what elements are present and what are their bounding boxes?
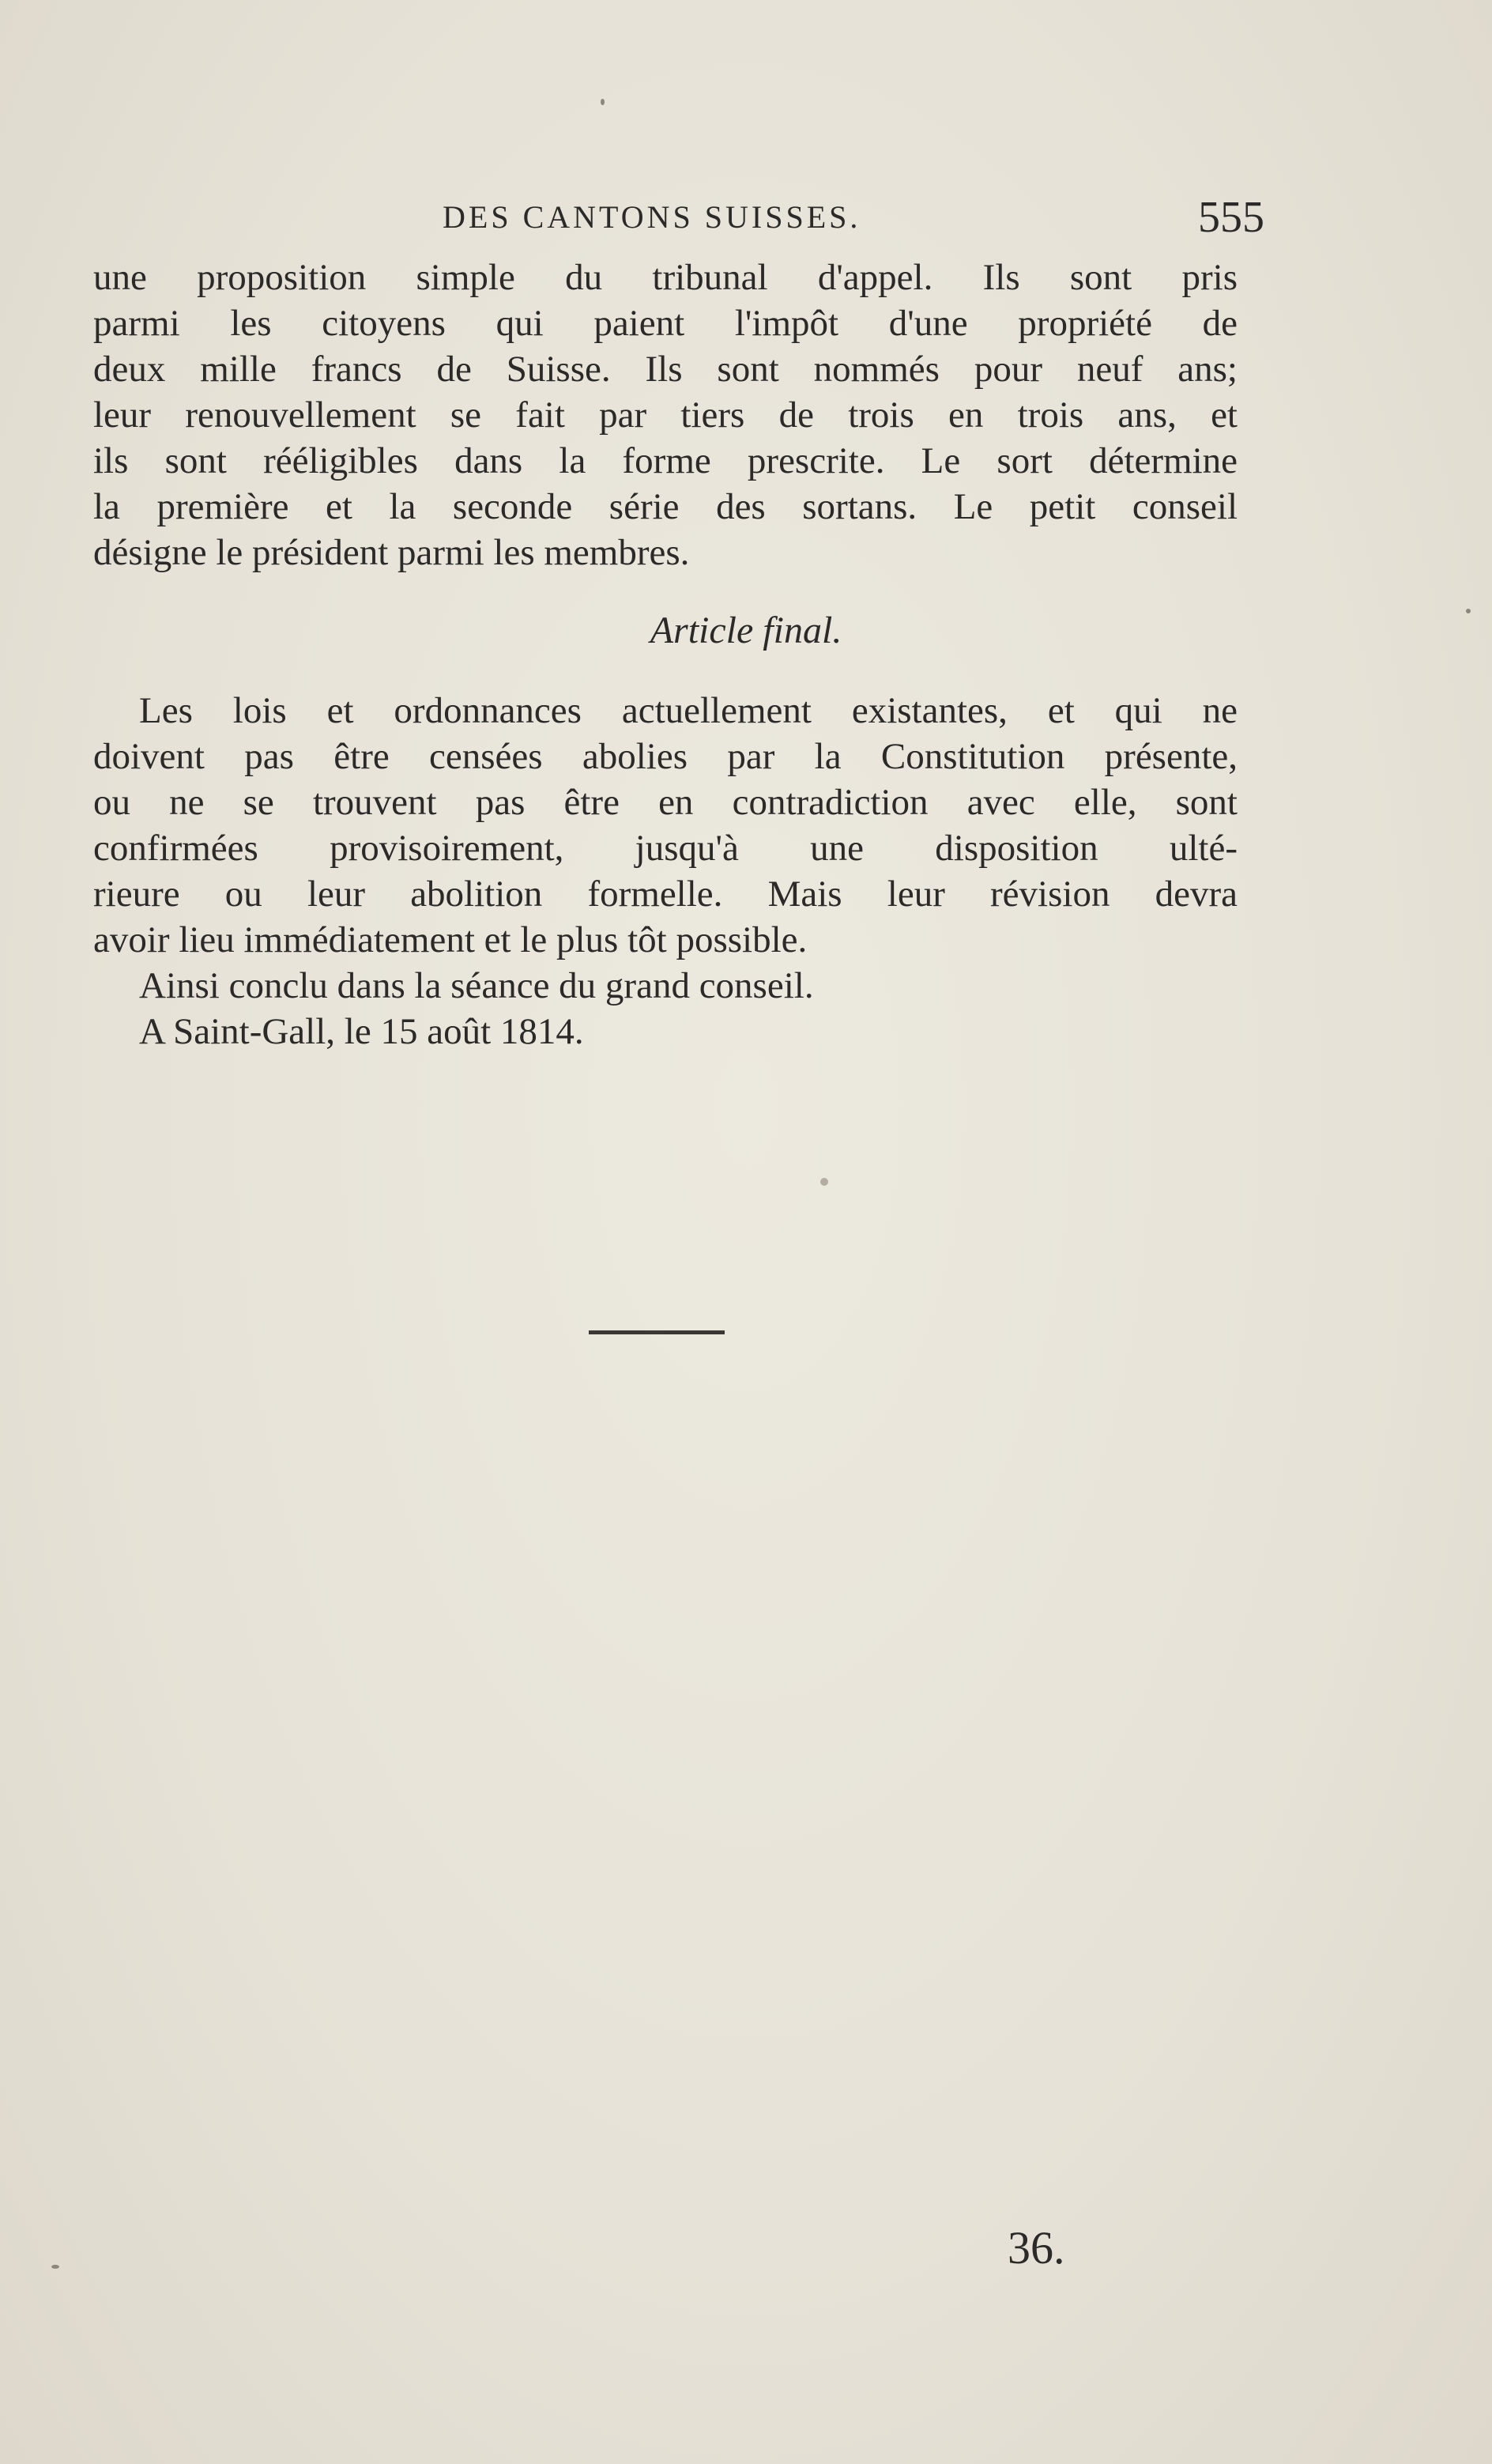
running-title: DES CANTONS SUISSES. [443, 199, 861, 235]
date-line: A Saint-Gall, le 15 août 1814. [139, 1011, 584, 1052]
section-rule [589, 1330, 725, 1334]
text-line: Les lois et ordonnances actuellement existantes, et qui ne [139, 690, 1238, 731]
running-head [95, 194, 1264, 241]
page-number: 555 [1198, 193, 1264, 242]
ink-speck [51, 2265, 59, 2269]
signature-mark: 36. [1008, 2222, 1065, 2273]
text-line: ou ne se trouvent pas être en contradiction avec elle, sont [93, 782, 1238, 823]
text-line: avoir lieu immédiatement et le plus tôt possible. [93, 919, 808, 960]
ink-speck [601, 99, 605, 105]
text-line: confirmées provisoirement, jusqu'à une disposition ulté- [93, 828, 1238, 869]
paragraph-2 [93, 688, 1238, 1055]
closing-line: Ainsi conclu dans la séance du grand conseil. [139, 965, 814, 1006]
paragraph-1 [93, 255, 1238, 575]
text-line: deux mille francs de Suisse. Ils sont nommés pour neuf ans; [93, 349, 1238, 390]
ink-speck [820, 1178, 828, 1186]
text-line: désigne le président parmi les membres. [93, 532, 690, 573]
text-line: la première et la seconde série des sortans. Le petit conseil [93, 486, 1238, 527]
text-line: ils sont rééligibles dans la forme prescrite. Le sort détermine [93, 440, 1238, 481]
text-line: parmi les citoyens qui paient l'impôt d'une propriété de [93, 303, 1238, 344]
text-line: une proposition simple du tribunal d'appel. Ils sont pris [93, 257, 1238, 298]
text-line: rieure ou leur abolition formelle. Mais leur révision devra [93, 874, 1238, 915]
section-heading: Article final. [650, 609, 842, 651]
text-line: leur renouvellement se fait par tiers de trois en trois ans, et [93, 394, 1238, 436]
text-line: doivent pas être censées abolies par la Constitution présente, [93, 736, 1238, 777]
